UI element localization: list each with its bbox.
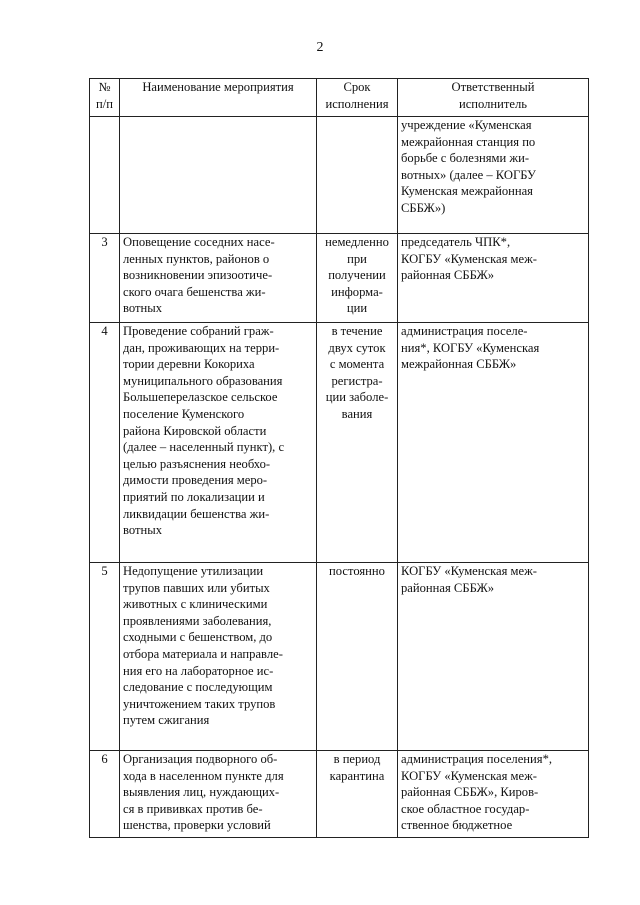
header-responsible: Ответственный исполнитель [398, 79, 589, 117]
header-number: № п/п [90, 79, 120, 117]
header-term: Срок исполнения [317, 79, 398, 117]
table-row-continuation [90, 117, 589, 234]
page-number: 2 [316, 40, 324, 55]
cell-term: в период карантина [317, 751, 398, 838]
cell-number: 6 [90, 751, 120, 838]
measures-table [89, 78, 589, 838]
cell-term: немедленно при получении информа- ции [317, 234, 398, 323]
cell-name: Проведение собраний граж- дан, проживающих на терри- тории деревни Кокориха муниципального образования Большеперелазское сельское поселение Куменского района Кировской области (далее – населенный пункт), с целью разъяснения необхо- димости проведения меро- приятий по локализации и ликвидации бешенства жи- вотных [120, 323, 317, 563]
cell-responsible: администрация поселе- ния*, КОГБУ «Куменская межрайонная СББЖ» [398, 323, 589, 563]
header-name: Наименование мероприятия [120, 79, 317, 117]
table-row [90, 751, 589, 838]
cell-term: в течение двух суток с момента регистра- ции заболе- вания [317, 323, 398, 563]
cell-number: 4 [90, 323, 120, 563]
cell-responsible-continued: учреждение «Куменская межрайонная станция по борьбе с болезнями жи- вотных» (далее – КОГБУ Куменская межрайонная СББЖ») [398, 117, 589, 234]
cell-number: 3 [90, 234, 120, 323]
cell-term-empty [317, 117, 398, 234]
cell-term: постоянно [317, 563, 398, 751]
cell-responsible: администрация поселения*, КОГБУ «Куменская меж- районная СББЖ», Киров- ское областное государ- ственное бюджетное [398, 751, 589, 838]
cell-name-empty [120, 117, 317, 234]
cell-number-empty [90, 117, 120, 234]
cell-responsible: КОГБУ «Куменская меж- районная СББЖ» [398, 563, 589, 751]
cell-name: Недопущение утилизации трупов павших или убитых животных с клиническими проявлениями заболевания, сходными с бешенством, до отбора материала и направле- ния его на лабораторное ис- следование с последующим уничтожением таких трупов путем сжигания [120, 563, 317, 751]
cell-responsible: председатель ЧПК*, КОГБУ «Куменская меж- районная СББЖ» [398, 234, 589, 323]
table-row [90, 563, 589, 751]
table-header-row [90, 79, 589, 117]
table-row [90, 323, 589, 563]
table-row [90, 234, 589, 323]
cell-number: 5 [90, 563, 120, 751]
cell-name: Оповещение соседних насе- ленных пунктов, районов о возникновении эпизоотиче- ского очага бешенства жи- вотных [120, 234, 317, 323]
cell-name: Организация подворного об- хода в населенном пункте для выявления лиц, нуждающих- ся в прививках против бе- шенства, проверки условий [120, 751, 317, 838]
